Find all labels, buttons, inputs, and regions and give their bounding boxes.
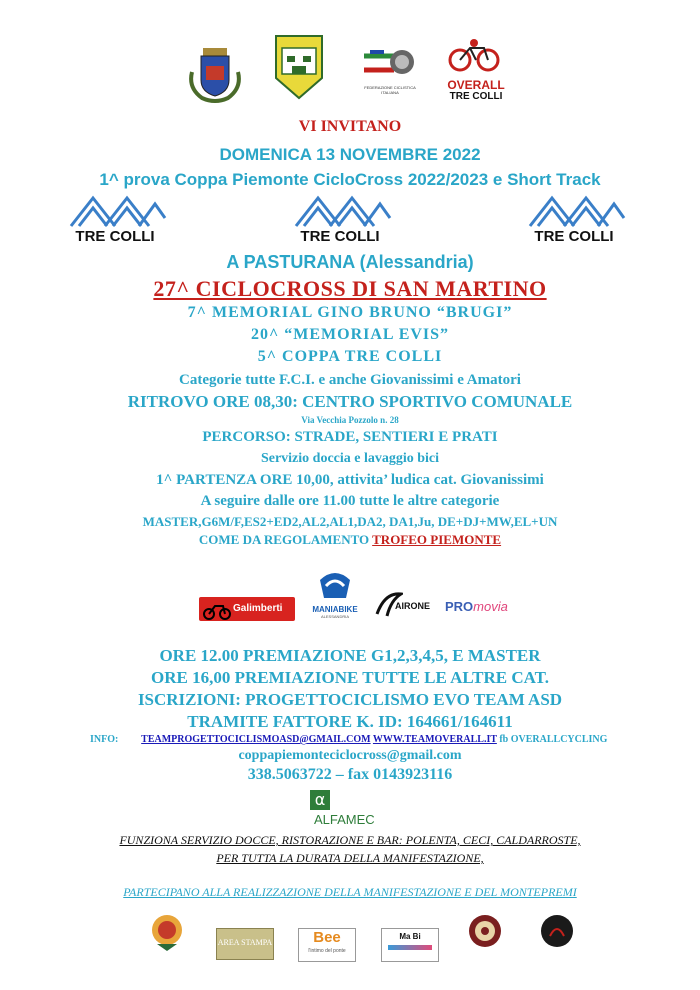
email-link[interactable]: TEAMPROGETTOCICLISMOASD@GMAIL.COM: [141, 734, 371, 745]
categories: Categorie tutte F.C.I. e anche Giovanissimi e Amatori: [179, 372, 521, 388]
bee-sub: l'intimo del ponte: [308, 948, 346, 954]
course: PERCORSO: STRADE, SENTIERI E PRATI: [202, 429, 498, 445]
facebook-handle: fb OVERALLCYCLING: [499, 734, 608, 745]
pasturana-coat-of-arms-logo: [186, 42, 244, 104]
award-2: ORE 16,00 PREMIAZIONE TUTTE LE ALTRE CAT.: [150, 668, 549, 687]
tre-colli-label: TRE COLLI: [300, 228, 380, 245]
alfamec-alpha-icon: α: [310, 790, 330, 810]
tre-colli-label: TRE COLLI: [75, 228, 155, 245]
tre-colli-logo-left: [65, 194, 167, 246]
cycling-badge-logo: [468, 914, 502, 948]
location: A PASTURANA (Alessandria): [226, 252, 474, 272]
rules-prefix: COME DA REGOLAMENTO: [198, 532, 373, 547]
area-stampa-logo: [216, 928, 274, 960]
mabi-logo: [381, 928, 439, 962]
fattore-id: TRAMITE FATTORE K. ID: 164661/164611: [187, 712, 513, 731]
fci-caption: FEDERAZIONE CICLISTICA ITALIANA: [364, 85, 416, 95]
airone-text: AIRONE: [395, 601, 431, 611]
galimberti-logo: [199, 597, 295, 621]
promovia-pro: PRO: [445, 599, 474, 614]
tre-colli-logo-center: [290, 194, 392, 246]
award-1: ORE 12.00 PREMIAZIONE G1,2,3,4,5, E MASTER: [159, 646, 541, 665]
tre-colli-label: TRE COLLI: [534, 228, 614, 245]
info-label: INFO:: [90, 734, 119, 745]
class-list: MASTER,G6M/F,ES2+ED2,AL2,AL1,DA2, DA1,Ju, DE+DJ+MW,EL+UN: [142, 514, 558, 529]
alfamec-text: ALFAMEC: [314, 812, 375, 827]
maniabike-sub: ALESSANDRIA: [320, 614, 349, 619]
following-categories: A seguire dalle ore 11.00 tutte le altre categorie: [200, 493, 500, 509]
area-stampa-text: AREA STAMPA: [217, 938, 273, 947]
maniabike-text: MANIABIKE: [312, 605, 358, 614]
phone-fax: 338.5063722 – fax 0143923116: [247, 766, 453, 783]
club-crest-logo: [150, 912, 184, 952]
services-note-1: FUNZIONA SERVIZIO DOCCE, RISTORAZIONE E BAR: POLENTA, CECI, CALDARROSTE,: [119, 833, 581, 847]
trofeo-piemonte-link[interactable]: TROFEO PIEMONTE: [372, 532, 502, 547]
mabi-text: Ma Bi: [399, 932, 421, 941]
overall-text: OVERALL: [447, 78, 505, 92]
event-name: 1^ prova Coppa Piemonte CicloCross 2022/2023 e Short Track: [99, 170, 601, 189]
memorial-2: 20^ “MEMORIAL EVIS”: [250, 326, 450, 343]
alfamec-logo: [310, 790, 386, 827]
bee-logo: [298, 928, 356, 962]
bee-text: Bee: [313, 929, 341, 946]
invite-text: VI INVITANO: [298, 118, 402, 135]
promovia-via: movia: [473, 599, 508, 614]
event-date: DOMENICA 13 NOVEMBRE 2022: [219, 145, 481, 164]
meeting-point: RITROVO ORE 08,30: CENTRO SPORTIVO COMUNALE: [127, 392, 573, 411]
mabi-stripe: [388, 945, 432, 950]
maniabike-logo: [310, 570, 360, 630]
galimberti-text: Galimberti: [233, 603, 283, 614]
website-link[interactable]: WWW.TEAMOVERALL.IT: [372, 734, 497, 745]
registration: ISCRIZIONI: PROGETTOCICLISMO EVO TEAM ASD: [137, 690, 563, 709]
overall-sub-text: TRE COLLI: [449, 91, 503, 102]
rules-line: [0, 532, 700, 548]
promovia-logo: [445, 598, 525, 618]
memorial-3: 5^ COPPA TRE COLLI: [257, 348, 443, 365]
fci-federation-logo: [360, 48, 420, 95]
start-time: 1^ PARTENZA ORE 10,00, attivita’ ludica cat. Giovanissimi: [156, 472, 544, 488]
round-dark-logo: [540, 914, 574, 948]
race-title: 27^ CICLOCROSS DI SAN MARTINO: [153, 276, 547, 301]
info-line: [90, 734, 670, 745]
tre-colli-logo-right: [524, 194, 626, 246]
contact-email[interactable]: coppapiemonteciclocross@gmail.com: [238, 748, 462, 763]
airone-logo: [373, 590, 437, 624]
memorial-1: 7^ MEMORIAL GINO BRUNO “BRUGI”: [187, 304, 513, 321]
services-note-2: PER TUTTA LA DURATA DELLA MANIFESTAZIONE,: [216, 851, 484, 865]
partners-note: PARTECIPANO ALLA REALIZZAZIONE DELLA MANIFESTAZIONE E DEL MONTEPREMI: [123, 885, 577, 899]
services: Servizio doccia e lavaggio bici: [260, 451, 440, 466]
address: Via Vecchia Pozzolo n. 28: [301, 415, 399, 425]
overall-tre-colli-logo: [436, 38, 516, 102]
tre-colli-municipality-logo: [274, 34, 324, 100]
